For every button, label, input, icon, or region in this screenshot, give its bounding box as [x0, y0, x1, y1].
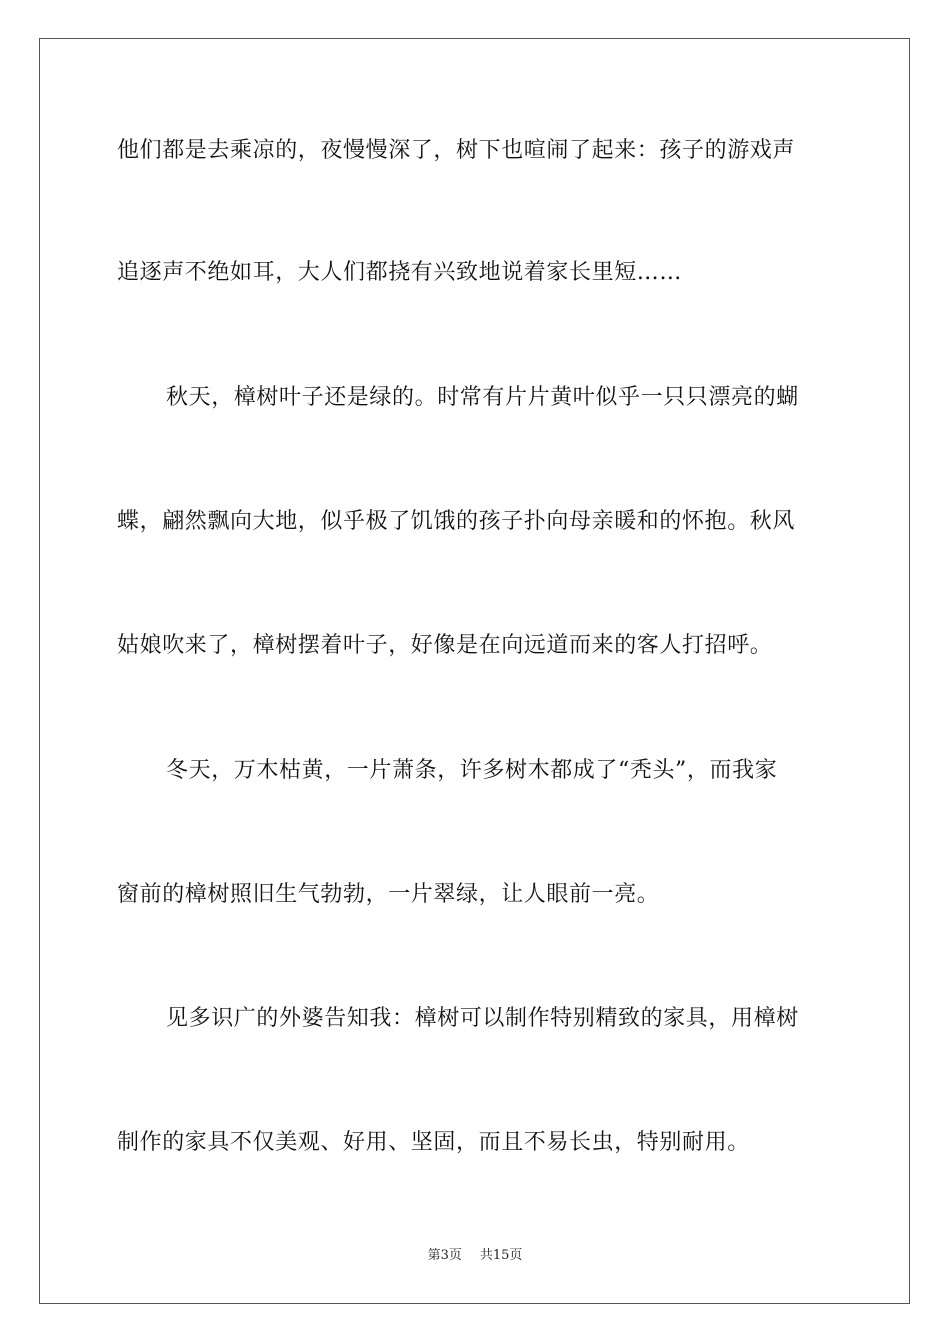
text-line: 追逐声不绝如耳，大人们都挠有兴致地说着家长里短…… [117, 260, 683, 285]
paragraph-start-line: 秋天，樟树叶子还是绿的。时常有片片黄叶似乎一只只漂亮的蝴 [166, 385, 799, 410]
page-total: 共15页 [479, 1248, 523, 1263]
paragraph-start-line: 冬天，万木枯黄，一片萧条，许多树木都成了“秃头”，而我家 [166, 758, 778, 783]
text-line: 姑娘吹来了，樟树摆着叶子，好像是在向远道而来的客人打招呼。 [117, 633, 773, 658]
text-line: 蝶，翩然飘向大地，似乎极了饥饿的孩子扑向母亲暖和的怀抱。秋风 [117, 509, 796, 534]
page-footer [0, 1247, 950, 1265]
text-line: 他们都是去乘凉的，夜慢慢深了，树下也喧闹了起来：孩子的游戏声 [117, 138, 796, 163]
text-line: 窗前的樟树照旧生气勃勃，一片翠绿，让人眼前一亮。 [117, 882, 660, 907]
page-number: 第3页 [427, 1248, 462, 1263]
text-line: 制作的家具不仅美观、好用、坚固，而且不易长虫，特别耐用。 [117, 1130, 750, 1155]
page-border [39, 38, 910, 1304]
paragraph-start-line: 见多识广的外婆告知我：樟树可以制作特别精致的家具，用樟树 [166, 1006, 799, 1031]
